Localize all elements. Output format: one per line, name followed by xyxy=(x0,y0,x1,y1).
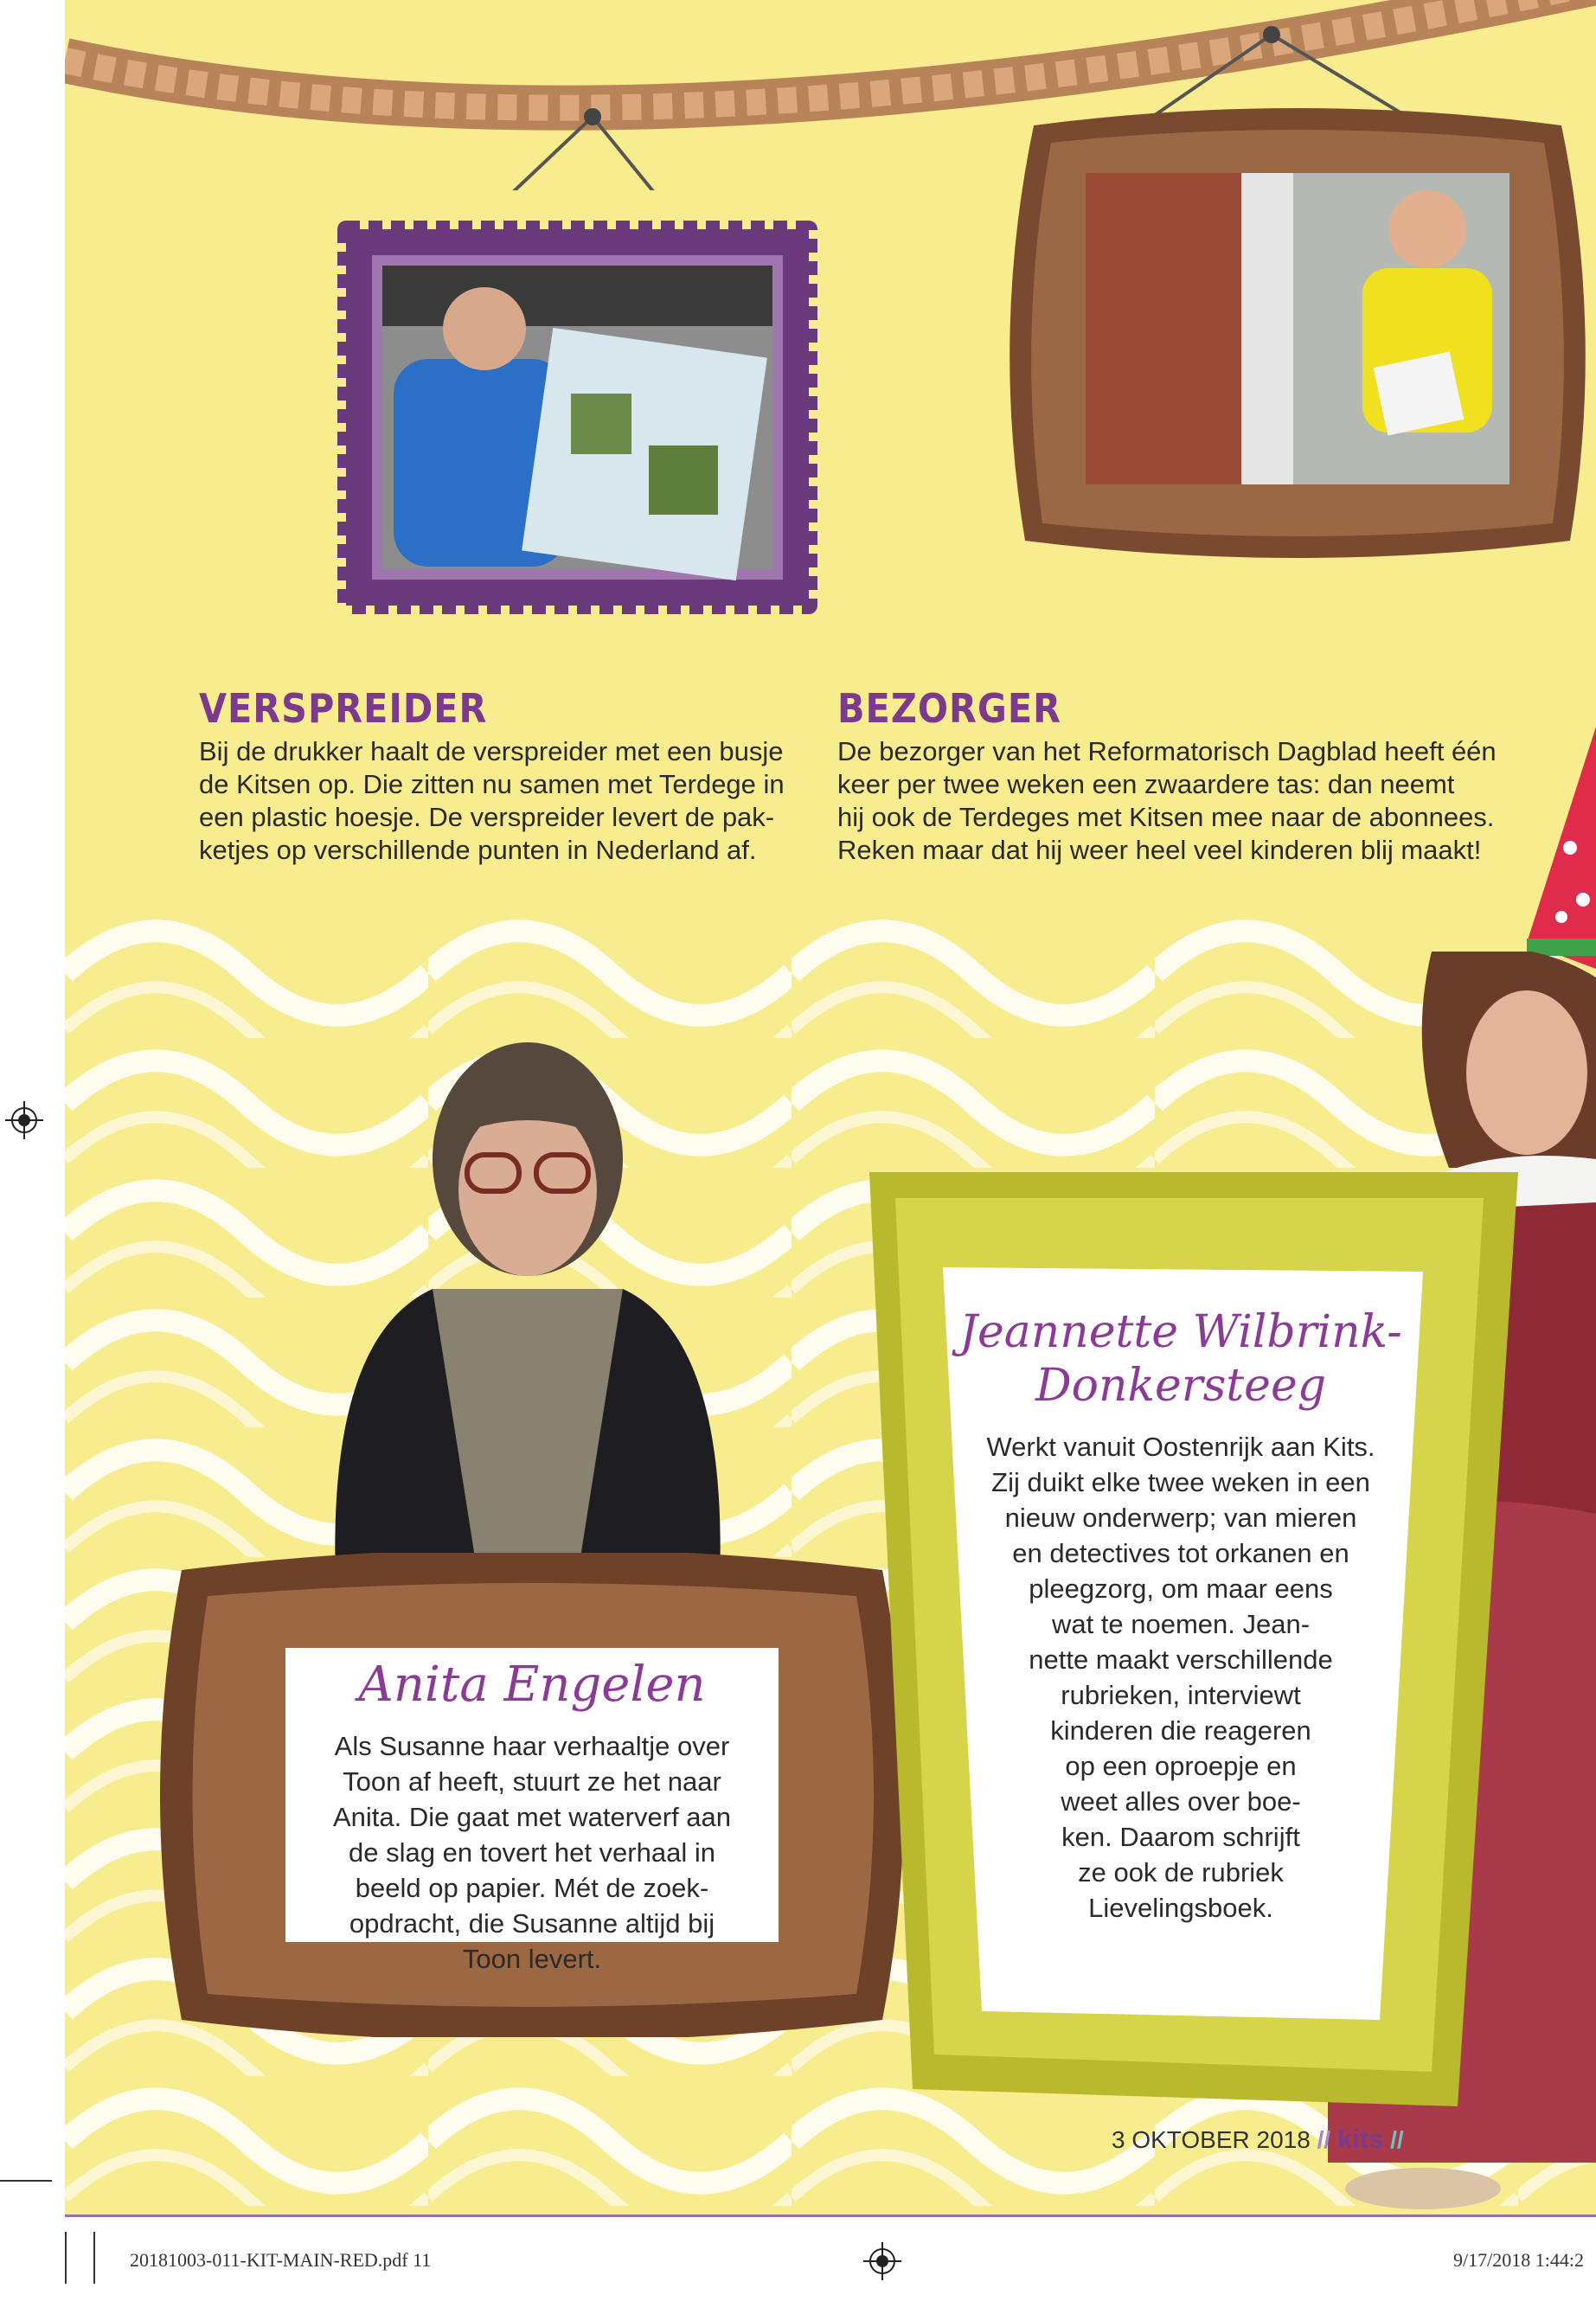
verspreider-line-4: ketjes op verschillende punten in Nederland af. xyxy=(199,835,757,865)
jeannette-line-10: op een oproepje en xyxy=(1065,1751,1297,1781)
jeannette-line-9: kinderen die reageren xyxy=(1050,1715,1311,1746)
bezorger-line-4: Reken maar dat hij weer heel veel kinderen blij maakt! xyxy=(837,835,1482,865)
jeannette-line-4: en detectives tot orkanen en xyxy=(1012,1538,1349,1568)
anita-line-7: Toon levert. xyxy=(462,1944,602,1974)
crop-mark xyxy=(65,2232,67,2284)
page-bottom-edge xyxy=(65,2214,1596,2217)
footer-separator-2: // xyxy=(1390,2126,1404,2153)
footer-date: 3 OKTOBER 2018 xyxy=(1112,2126,1311,2153)
verspreider-line-3: een plastic hoesje. De verspreider levert de pak- xyxy=(199,802,775,832)
bezorger-line-3: hij ook de Terdeges met Kitsen mee naar de abonnees. xyxy=(837,802,1495,832)
magazine-page xyxy=(65,0,1596,2214)
anita-line-4: de slag en tovert het verhaal in xyxy=(349,1837,715,1868)
anita-line-6: opdracht, die Susanne altijd bij xyxy=(349,1908,715,1939)
bezorger-line-2: keer per twee weken een zwaardere tas: dan neemt xyxy=(837,769,1455,799)
jeannette-line-14: Lievelingsboek. xyxy=(1088,1893,1273,1923)
print-timestamp: 9/17/2018 1:44:2 xyxy=(1453,2249,1584,2271)
jeannette-line-12: ken. Daarom schrijft xyxy=(1061,1822,1300,1852)
anita-name: Anita Engelen xyxy=(358,1657,706,1713)
anita-line-1: Als Susanne haar verhaaltje over xyxy=(334,1731,730,1761)
jeannette-line-2: Zij duikt elke twee weken in een xyxy=(991,1467,1370,1497)
jeannette-line-6: wat te noemen. Jean- xyxy=(1051,1609,1311,1639)
party-hat-illustration xyxy=(1527,727,1596,969)
jeannette-line-1: Werkt vanuit Oostenrijk aan Kits. xyxy=(986,1432,1375,1462)
jeannette-name-line-1: Jeannette Wilbrink- xyxy=(959,1306,1402,1358)
stamp-frame-verspreider xyxy=(337,221,817,614)
registration-mark-icon xyxy=(5,1101,43,1139)
jeannette-line-5: pleegzorg, om maar eens xyxy=(1029,1574,1333,1604)
verspreider-line-1: Bij de drukker haalt de verspreider met een busje xyxy=(199,736,784,766)
jeannette-line-8: rubrieken, interviewt xyxy=(1061,1680,1301,1710)
anita-line-2: Toon af heeft, stuurt ze het naar xyxy=(343,1766,721,1797)
jeannette-line-11: weet alles over boe- xyxy=(1061,1786,1301,1817)
print-filename: 20181003-011-KIT-MAIN-RED.pdf 11 xyxy=(130,2249,432,2271)
verspreider-line-2: de Kitsen op. Die zitten nu samen met Terdege in xyxy=(199,769,785,799)
anita-line-3: Anita. Die gaat met waterverf aan xyxy=(332,1802,732,1832)
jeannette-line-13: ze ook de rubriek xyxy=(1078,1857,1284,1888)
anita-line-5: beeld op papier. Mét de zoek- xyxy=(355,1873,709,1903)
jeannette-line-3: nieuw onderwerp; van mieren xyxy=(1004,1503,1357,1533)
page-footer xyxy=(1112,2124,1404,2155)
jeannette-line-7: nette maakt verschillende xyxy=(1029,1644,1333,1675)
bezorger-line-1: De bezorger van het Reformatorisch Dagblad heeft één xyxy=(837,736,1497,766)
footer-separator: // xyxy=(1317,2126,1331,2153)
jeannette-name-line-2: Donkersteeg xyxy=(1035,1360,1327,1412)
crop-mark xyxy=(0,2180,52,2182)
anita-portrait-photo xyxy=(285,1012,770,1618)
verspreider-heading: VERSPREIDER xyxy=(199,685,488,732)
brown-frame-bezorger xyxy=(999,108,1596,558)
registration-mark-bottom-icon xyxy=(863,2242,901,2280)
footer-brand: kits xyxy=(1336,2124,1384,2154)
crop-mark xyxy=(93,2232,95,2284)
bezorger-heading: BEZORGER xyxy=(837,685,1061,732)
